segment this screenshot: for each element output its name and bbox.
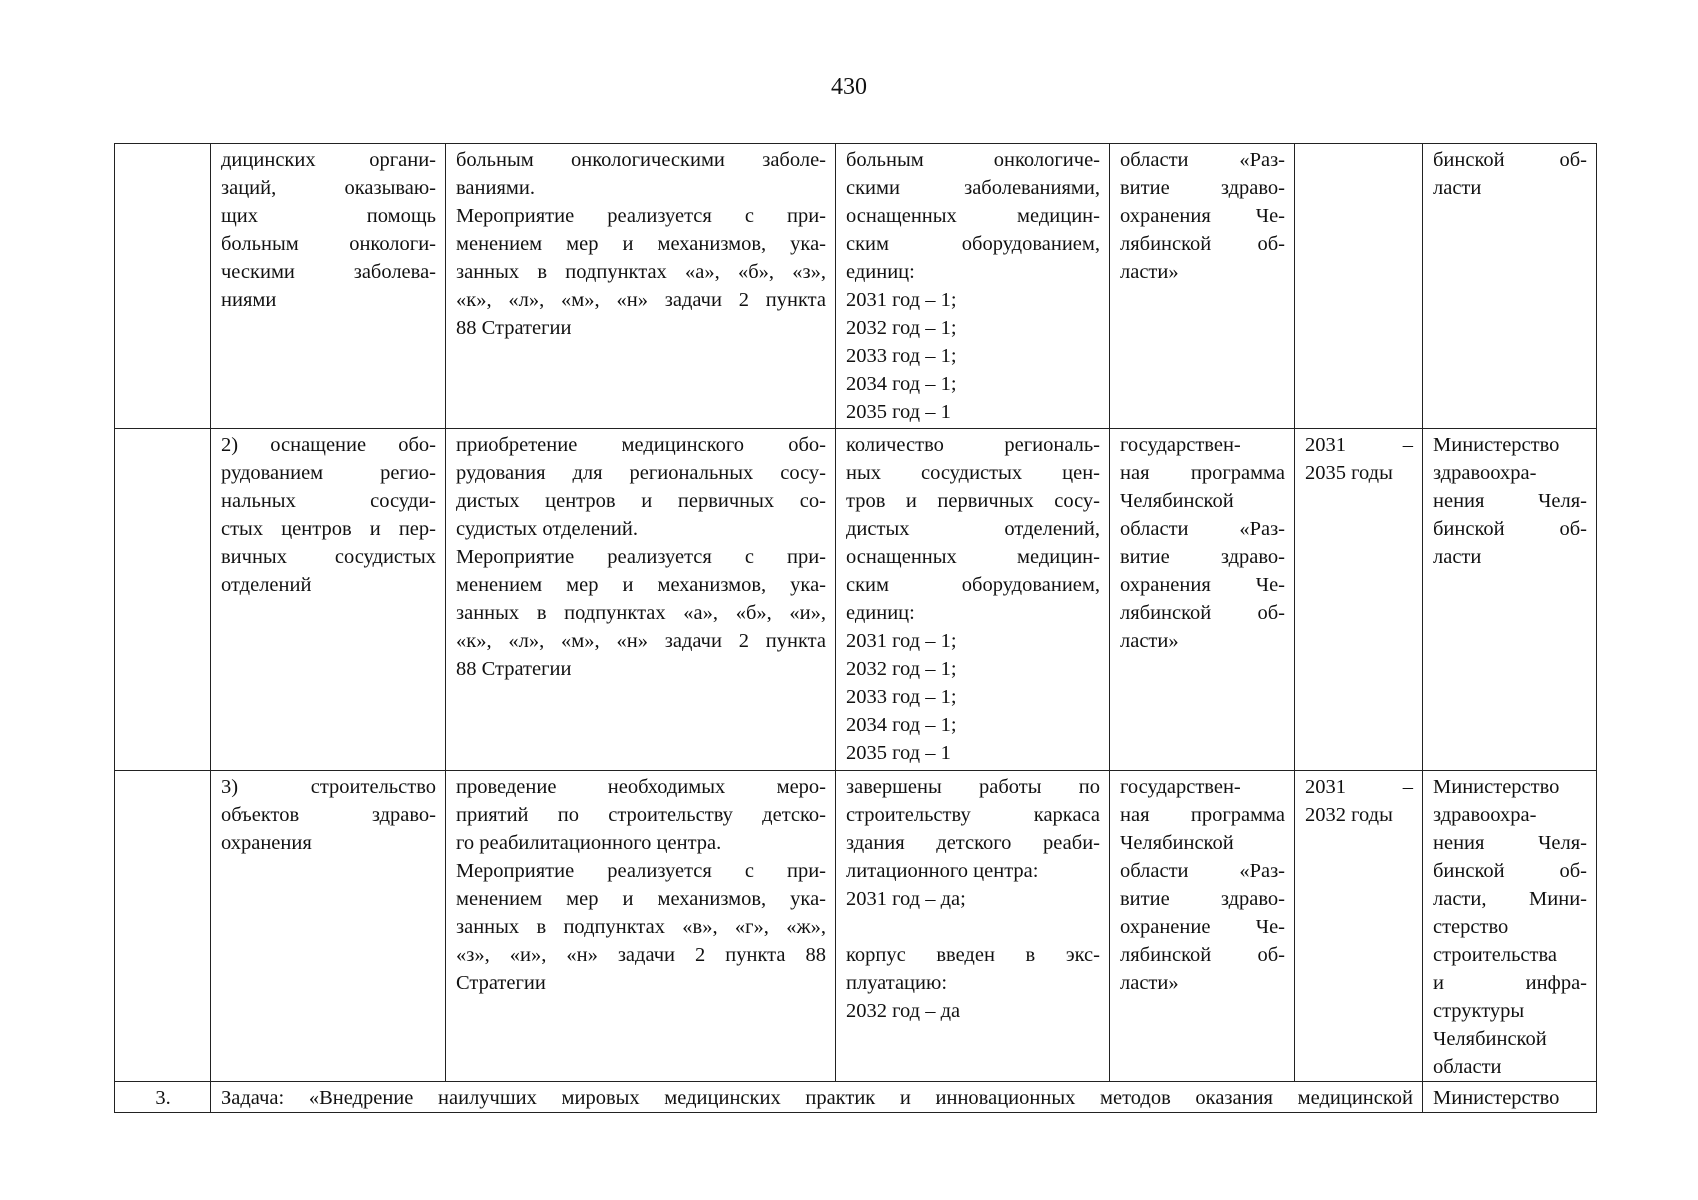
activity-cell <box>446 771 836 1082</box>
cell-line: «к», «л», «м», «н» задачи 2 пункта <box>456 630 826 652</box>
cell-line: Челябинской <box>1433 1028 1547 1050</box>
period-cell <box>1295 429 1423 771</box>
cell-line: менением мер и механизмов, ука- <box>456 574 826 596</box>
measure-cell <box>211 771 446 1082</box>
cell-line: занных в подпунктах «в», «г», «ж», <box>456 916 826 938</box>
cell-line: области «Раз- <box>1120 518 1285 540</box>
cell-line: дицинских органи- <box>221 149 436 171</box>
measure-cell <box>211 429 446 771</box>
cell-line: завершены работы по <box>846 776 1100 798</box>
cell-line: «з», «и», «н» задачи 2 пункта 88 <box>456 944 826 966</box>
cell-line: Мероприятие реализуется с при- <box>456 860 826 882</box>
cell-line: литационного центра: <box>846 860 1039 882</box>
task-text-cell <box>211 1082 1423 1113</box>
cell-line: области <box>1433 1056 1502 1078</box>
table-row <box>115 771 1597 1082</box>
cell-line: корпус введен в экс- <box>846 944 1100 966</box>
cell-line: ваниями. <box>456 177 535 199</box>
program-cell <box>1110 144 1295 429</box>
cell-line: рудования для региональных сосу- <box>456 462 826 484</box>
activity-cell <box>446 144 836 429</box>
cell-line: здравоохра- <box>1433 804 1537 826</box>
cell-line: Стратегии <box>456 972 546 994</box>
cell-line: 2032 год – 1; <box>846 317 957 339</box>
cell-line: «к», «л», «м», «н» задачи 2 пункта <box>456 289 826 311</box>
cell-line: занных в подпунктах «а», «б», «и», <box>456 602 826 624</box>
cell-line: Мероприятие реализуется с при- <box>456 546 826 568</box>
cell-line: Министерство <box>1433 434 1560 456</box>
cell-line: 88 Стратегии <box>456 658 572 680</box>
cell-line: 3) строительство <box>221 776 436 798</box>
cell-line: стерство <box>1433 916 1509 938</box>
cell-line: нальных сосуди- <box>221 490 436 512</box>
cell-line: ниями <box>221 289 277 311</box>
cell-line: скими заболеваниями, <box>846 177 1100 199</box>
cell-line: нения Челя- <box>1433 832 1587 854</box>
cell-line: заций, оказываю- <box>221 177 436 199</box>
row-number-cell <box>115 771 211 1082</box>
cell-line: 2035 годы <box>1305 462 1393 484</box>
task-text: Задача: «Внедрение наилучших мировых медицинских практик и инновационных методов оказания медицинской <box>221 1087 1413 1109</box>
cell-line: здравоохра- <box>1433 462 1537 484</box>
cell-line: 2033 год – 1; <box>846 686 957 708</box>
cell-line: объектов здраво- <box>221 804 436 826</box>
cell-line: лябинской об- <box>1120 233 1285 255</box>
cell-line: 2032 годы <box>1305 804 1393 826</box>
cell-line: ским оборудованием, <box>846 574 1100 596</box>
cell-line: плуатацию: <box>846 972 948 994</box>
cell-line: щих помощь <box>221 205 436 227</box>
cell-line: 2031 – <box>1305 434 1413 456</box>
cell-line: охранения Че- <box>1120 574 1285 596</box>
cell-line: стых центров и пер- <box>221 518 436 540</box>
cell-line: 2033 год – 1; <box>846 345 957 367</box>
cell-line: единиц: <box>846 602 915 624</box>
cell-line: 2035 год – 1 <box>846 742 951 764</box>
cell-line: ных сосудистых цен- <box>846 462 1100 484</box>
cell-line: дистых центров и первичных со- <box>456 490 826 512</box>
cell-line: Министерство <box>1433 776 1560 798</box>
cell-line: вичных сосудистых <box>221 546 436 568</box>
cell-line: 88 Стратегии <box>456 317 572 339</box>
cell-line: проведение необходимых меро- <box>456 776 826 798</box>
cell-line: го реабилитационного центра. <box>456 832 722 854</box>
cell-line: ласти <box>1433 177 1482 199</box>
row-number-cell <box>115 144 211 429</box>
cell-line: ласти» <box>1120 261 1179 283</box>
cell-line: менением мер и механизмов, ука- <box>456 233 826 255</box>
cell-line: ласти <box>1433 546 1482 568</box>
cell-line: 2031 год – да; <box>846 888 966 910</box>
cell-line: области «Раз- <box>1120 860 1285 882</box>
cell-line: здания детского реаби- <box>846 832 1100 854</box>
cell-line: лябинской об- <box>1120 602 1285 624</box>
cell-line: ческими заболева- <box>221 261 436 283</box>
program-cell <box>1110 429 1295 771</box>
cell-line: ласти» <box>1120 630 1179 652</box>
cell-line: бинской об- <box>1433 860 1587 882</box>
measures-table <box>114 143 1597 1113</box>
cell-line: ласти» <box>1120 972 1179 994</box>
cell-line: судистых отделений. <box>456 518 638 540</box>
cell-line: 2031 – <box>1305 776 1413 798</box>
cell-line: количество региональ- <box>846 434 1100 456</box>
cell-line <box>846 913 1100 941</box>
cell-line: Челябинской <box>1120 490 1234 512</box>
responsible-cell <box>1423 771 1597 1082</box>
cell-line: 2034 год – 1; <box>846 373 957 395</box>
cell-line: оснащенных медицин- <box>846 205 1100 227</box>
program-cell <box>1110 771 1295 1082</box>
cell-line: Мероприятие реализуется с при- <box>456 205 826 227</box>
cell-line: рудованием регио- <box>221 462 436 484</box>
cell-line: области «Раз- <box>1120 149 1285 171</box>
responsible-cell <box>1423 429 1597 771</box>
responsible-cell <box>1423 144 1597 429</box>
period-cell <box>1295 144 1423 429</box>
cell-line: приобретение медицинского обо- <box>456 434 826 456</box>
cell-line: отделений <box>221 574 312 596</box>
cell-line: 2032 год – 1; <box>846 658 957 680</box>
task-row <box>115 1082 1597 1113</box>
cell-line: больным онкологиче- <box>846 149 1100 171</box>
cell-line: лябинской об- <box>1120 944 1285 966</box>
cell-line: дистых отделений, <box>846 518 1100 540</box>
cell-line: витие здраво- <box>1120 888 1285 910</box>
cell-line: больным онкологическими заболе- <box>456 149 826 171</box>
cell-line: 2031 год – 1; <box>846 630 957 652</box>
result-cell <box>836 771 1110 1082</box>
cell-line: структуры <box>1433 1000 1525 1022</box>
activity-cell <box>446 429 836 771</box>
cell-line: ласти, Мини- <box>1433 888 1587 910</box>
cell-line: 2035 год – 1 <box>846 401 951 423</box>
cell-line: 2) оснащение обо- <box>221 434 436 456</box>
period-cell <box>1295 771 1423 1082</box>
cell-line: витие здраво- <box>1120 177 1285 199</box>
cell-line: и инфра- <box>1433 972 1587 994</box>
cell-line: нения Челя- <box>1433 490 1587 512</box>
result-cell <box>836 429 1110 771</box>
task-number-cell: 3. <box>115 1082 211 1113</box>
cell-line: тров и первичных сосу- <box>846 490 1100 512</box>
result-cell <box>836 144 1110 429</box>
cell-line: менением мер и механизмов, ука- <box>456 888 826 910</box>
cell-line: строительства <box>1433 944 1557 966</box>
cell-line: охранения Че- <box>1120 205 1285 227</box>
measure-cell <box>211 144 446 429</box>
cell-line: государствен- <box>1120 776 1241 798</box>
cell-line: ная программа <box>1120 462 1285 484</box>
cell-line: 2032 год – да <box>846 1000 961 1022</box>
row-number-cell <box>115 429 211 771</box>
cell-line: охранения <box>221 832 312 854</box>
cell-line: 2031 год – 1; <box>846 289 957 311</box>
cell-line: охранение Че- <box>1120 916 1285 938</box>
cell-line: государствен- <box>1120 434 1241 456</box>
cell-line: бинской об- <box>1433 149 1587 171</box>
cell-line: строительству каркаса <box>846 804 1100 826</box>
cell-line: Челябинской <box>1120 832 1234 854</box>
cell-line: единиц: <box>846 261 915 283</box>
task-responsible-cell: Министерство <box>1423 1082 1597 1113</box>
page-number: 430 <box>831 74 867 100</box>
cell-line: больным онкологи- <box>221 233 436 255</box>
cell-line: витие здраво- <box>1120 546 1285 568</box>
cell-line: занных в подпунктах «а», «б», «з», <box>456 261 826 283</box>
cell-line: бинской об- <box>1433 518 1587 540</box>
cell-line: ная программа <box>1120 804 1285 826</box>
table-row <box>115 429 1597 771</box>
cell-line: 2034 год – 1; <box>846 714 957 736</box>
cell-line: приятий по строительству детско- <box>456 804 826 826</box>
cell-line: ским оборудованием, <box>846 233 1100 255</box>
table-row <box>115 144 1597 429</box>
cell-line: оснащенных медицин- <box>846 546 1100 568</box>
